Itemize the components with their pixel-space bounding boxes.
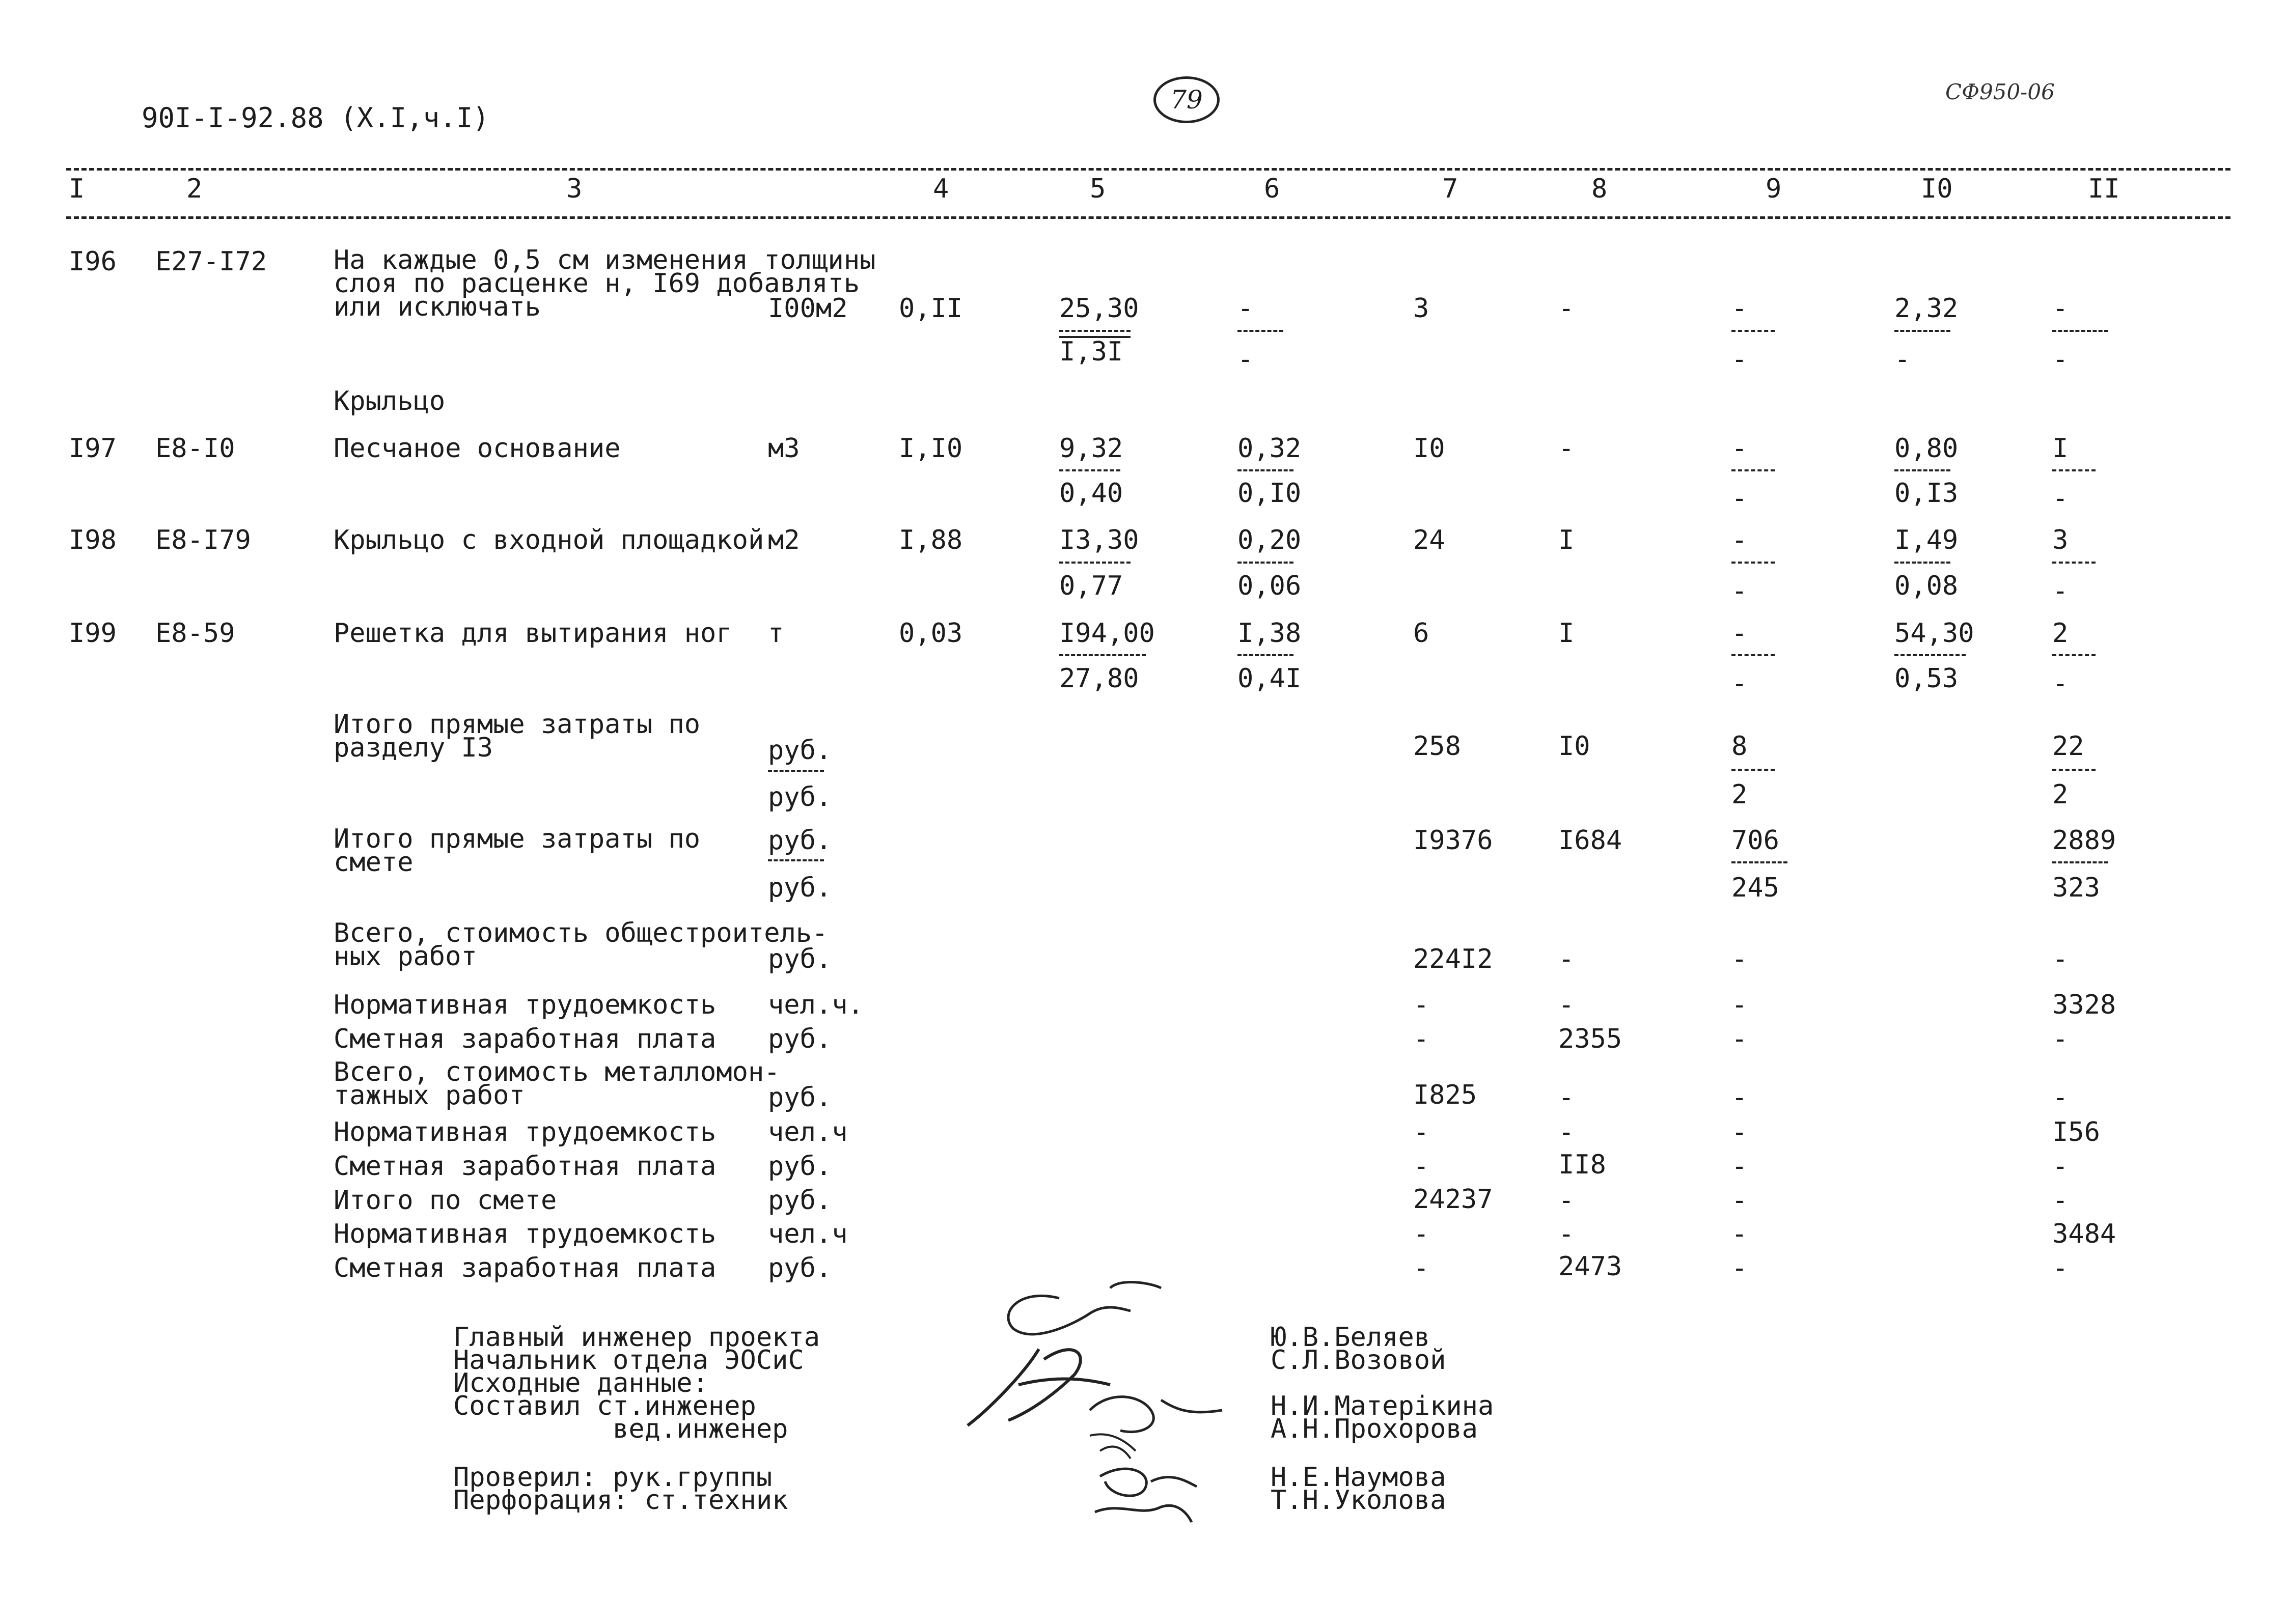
summary-c8: 2355 — [1558, 1024, 1622, 1054]
summary-unit: руб. — [768, 1082, 832, 1113]
summary-c8: - — [1558, 1219, 1575, 1249]
summary-unit: руб. — [768, 1024, 832, 1054]
summary-c11: - — [2052, 1185, 2069, 1216]
unit-cost-total: I94,00 — [1059, 618, 1155, 649]
fraction-separator — [1894, 330, 1950, 332]
work-name: На каждые 0,5 см изменения толщины слоя по расценке н, I69 добавлять или исключать — [334, 245, 876, 322]
unit: т — [768, 618, 784, 649]
summary-unit: руб. — [768, 1253, 832, 1283]
fraction-separator — [1731, 769, 1775, 771]
summary-c7: - — [1413, 1253, 1429, 1283]
labor-total: I — [2052, 433, 2069, 464]
unit: м3 — [768, 433, 800, 464]
check-roles: Проверил: рук.группы Перфорация: ст.техник — [453, 1462, 788, 1516]
summary-label: Нормативная трудоемкость — [334, 1219, 717, 1249]
summary-label: Всего, стоимость металломон- тажных работ — [334, 1057, 780, 1111]
col-header-3: 3 — [566, 174, 583, 204]
summary-label: Сметная заработная плата — [334, 1253, 717, 1283]
fraction-separator — [1059, 469, 1120, 471]
fraction-separator — [1731, 654, 1775, 656]
fraction-separator — [1237, 330, 1283, 332]
row-number: I97 — [69, 433, 117, 464]
header-bottom-rule — [66, 216, 2230, 219]
total-wage: - — [1558, 433, 1575, 464]
col-header-6: 6 — [1264, 174, 1280, 204]
labor-per-unit: 2,32 — [1894, 293, 1959, 324]
labor-per-unit: 0,80 — [1894, 433, 1959, 464]
rate-code: Е8-I0 — [155, 433, 235, 464]
machine-total: 706 — [1731, 825, 1779, 856]
machine-total-lower: 245 — [1731, 873, 1779, 903]
labor-total-machine: - — [2052, 344, 2069, 375]
machine-wage: 0,I0 — [1237, 478, 1302, 509]
machine-total-wage: - — [1731, 344, 1748, 375]
fraction-separator — [768, 859, 824, 861]
summary-c9: - — [1731, 1185, 1748, 1216]
machine-wage: - — [1237, 344, 1254, 375]
work-name: Решетка для вытирания ног — [334, 618, 732, 649]
summary-c8: - — [1558, 944, 1575, 974]
machine-cost: 0,20 — [1237, 525, 1302, 555]
signature-roles: Главный инженер проекта Начальник отдела ЭОСиС Исходные данные: Составил ст.инженер вед.инженер — [453, 1322, 820, 1444]
labor-total: 2 — [2052, 618, 2069, 649]
summary-c11: - — [2052, 1253, 2069, 1283]
summary-c11: - — [2052, 944, 2069, 974]
machine-total-wage: - — [1731, 668, 1748, 699]
fraction-separator — [2052, 469, 2096, 471]
summary-c7: - — [1413, 1024, 1429, 1054]
machine-total-lower: 2 — [1731, 779, 1748, 810]
labor-total: 3 — [2052, 525, 2069, 555]
summary-c11: 3484 — [2052, 1219, 2116, 1249]
machine-total: - — [1731, 433, 1748, 464]
summary-label: Сметная заработная плата — [334, 1151, 717, 1182]
unit: м2 — [768, 525, 800, 555]
total-cost: 258 — [1413, 731, 1461, 762]
summary-c8: - — [1558, 990, 1575, 1020]
unit-cost-wage: 27,80 — [1059, 663, 1139, 694]
unit-cost-wage: 0,40 — [1059, 478, 1123, 509]
check-names: Н.Е.Наумова Т.Н.Уколова — [1271, 1462, 1446, 1516]
total-cost: I0 — [1413, 433, 1445, 464]
machine-total-wage: - — [1731, 483, 1748, 514]
fraction-separator — [1731, 330, 1775, 332]
summary-unit: руб. — [768, 944, 832, 974]
header-top-rule — [66, 168, 2230, 171]
summary-c9: - — [1731, 1219, 1748, 1249]
summary-c7: 24237 — [1413, 1184, 1493, 1215]
summary-c11: 3328 — [2052, 990, 2116, 1020]
labor-per-unit-machine: - — [1894, 344, 1911, 375]
summary-c11: - — [2052, 1024, 2069, 1054]
fraction-separator — [2052, 330, 2108, 332]
summary-c7: - — [1413, 1151, 1429, 1182]
total-wage: - — [1558, 293, 1575, 324]
fraction-separator — [2052, 654, 2096, 656]
total-wage: I0 — [1558, 731, 1590, 762]
quantity: I,I0 — [899, 433, 963, 464]
fraction-separator — [1894, 562, 1950, 564]
fraction-separator — [2052, 769, 2096, 771]
machine-total: - — [1731, 293, 1748, 324]
unit-cost-total: I3,30 — [1059, 525, 1139, 555]
fraction-separator — [1731, 562, 1775, 564]
summary-c7: - — [1413, 990, 1429, 1020]
unit: I00м2 — [768, 293, 848, 324]
row-number: I96 — [69, 246, 117, 277]
row-number: I98 — [69, 525, 117, 555]
total-wage: I — [1558, 525, 1575, 555]
rate-code: Е8-I79 — [155, 525, 251, 555]
signature-names: Ю.В.Беляев С.Л.Возовой Н.И.Матерікина А.Н.Прохорова — [1271, 1322, 1494, 1444]
summary-c9: - — [1731, 1151, 1748, 1182]
fraction-separator — [768, 770, 824, 772]
unit-cost-wage: I,3I — [1059, 337, 1123, 367]
summary-c9: - — [1731, 1082, 1748, 1113]
document-code: 90I-I-92.88 (X.I,ч.I) — [142, 102, 489, 134]
summary-label: Нормативная трудоемкость — [334, 1117, 717, 1147]
labor-total-lower: 2 — [2052, 779, 2069, 810]
section-label: Крыльцо — [334, 386, 446, 416]
total-cost: 6 — [1413, 618, 1429, 649]
labor-total-lower: 323 — [2052, 873, 2100, 903]
fraction-separator — [1237, 562, 1293, 564]
summary-unit: чел.ч — [768, 1219, 848, 1249]
summary-c9: - — [1731, 1117, 1748, 1147]
summary-label: Сметная заработная плата — [334, 1024, 717, 1054]
labor-per-unit: I,49 — [1894, 525, 1959, 555]
total-unit: руб. — [768, 825, 832, 856]
row-number: I99 — [69, 618, 117, 649]
summary-c7: I825 — [1413, 1080, 1477, 1110]
quantity: I,88 — [899, 525, 963, 555]
machine-cost: I,38 — [1237, 618, 1302, 649]
summary-c8: - — [1558, 1082, 1575, 1113]
total-wage: I684 — [1558, 825, 1622, 856]
col-header-11: II — [2088, 174, 2120, 204]
quantity: 0,II — [899, 293, 963, 324]
labor-per-unit-machine: 0,53 — [1894, 663, 1959, 694]
col-header-4: 4 — [933, 174, 949, 204]
total-unit-lower: руб. — [768, 782, 832, 813]
total-unit-lower: руб. — [768, 873, 832, 903]
fraction-separator — [1894, 654, 1966, 656]
machine-cost: 0,32 — [1237, 433, 1302, 464]
summary-label: Нормативная трудоемкость — [334, 990, 717, 1020]
labor-total: - — [2052, 293, 2069, 324]
total-unit: руб. — [768, 735, 832, 766]
summary-c9: - — [1731, 1024, 1748, 1054]
quantity: 0,03 — [899, 618, 963, 649]
fraction-separator — [1059, 562, 1131, 564]
col-header-2: 2 — [186, 174, 203, 204]
fraction-separator — [2052, 861, 2108, 863]
summary-c9: - — [1731, 1253, 1748, 1283]
summary-c7: - — [1413, 1117, 1429, 1147]
summary-c9: - — [1731, 944, 1748, 974]
summary-label: Итого по смете — [334, 1185, 557, 1216]
archive-stamp: СФ950-06 — [1945, 79, 2055, 104]
summary-c11: I56 — [2052, 1117, 2100, 1147]
rate-code: Е8-59 — [155, 618, 235, 649]
summary-c8: II8 — [1558, 1150, 1606, 1180]
col-header-5: 5 — [1090, 174, 1106, 204]
summary-unit: чел.ч — [768, 1117, 848, 1147]
labor-per-unit-machine: 0,08 — [1894, 571, 1959, 601]
fraction-separator — [1894, 469, 1950, 471]
page-number — [1153, 76, 1220, 123]
fraction-separator — [1237, 469, 1293, 471]
labor-total: 22 — [2052, 731, 2084, 762]
machine-wage: 0,4I — [1237, 663, 1302, 694]
summary-c9: - — [1731, 990, 1748, 1020]
total-cost: I9376 — [1413, 825, 1493, 856]
work-name: Крыльцо с входной площадкой — [334, 525, 764, 555]
fraction-separator — [1237, 654, 1293, 656]
summary-c11: - — [2052, 1151, 2069, 1182]
summary-c8: 2473 — [1558, 1251, 1622, 1282]
summary-c7: 224I2 — [1413, 944, 1493, 974]
summary-c11: - — [2052, 1082, 2069, 1113]
unit-cost-wage: 0,77 — [1059, 571, 1123, 601]
summary-unit: чел.ч. — [768, 990, 864, 1020]
rate-code: Е27-I72 — [155, 246, 267, 277]
summary-c7: - — [1413, 1219, 1429, 1249]
summary-c8: - — [1558, 1117, 1575, 1147]
work-name: Песчаное основание — [334, 433, 621, 464]
total-cost: 24 — [1413, 525, 1445, 555]
fraction-separator — [2052, 562, 2096, 564]
summary-unit: руб. — [768, 1151, 832, 1182]
labor-per-unit: 54,30 — [1894, 618, 1974, 649]
fraction-separator — [1059, 654, 1146, 656]
labor-per-unit-machine: 0,I3 — [1894, 478, 1959, 509]
page-number-text: 79 — [1170, 85, 1203, 115]
unit-cost-total: 25,30 — [1059, 293, 1139, 324]
machine-wage: 0,06 — [1237, 571, 1302, 601]
machine-total: 8 — [1731, 731, 1748, 762]
labor-total: 2889 — [2052, 825, 2116, 856]
fraction-separator — [1731, 469, 1775, 471]
machine-total: - — [1731, 525, 1748, 555]
col-header-8: 8 — [1591, 174, 1608, 204]
machine-total: - — [1731, 618, 1748, 649]
machine-cost: - — [1237, 293, 1254, 324]
total-label: Итого прямые затраты по смете — [334, 824, 701, 878]
col-header-7: 7 — [1442, 174, 1458, 204]
total-label: Итого прямые затраты по разделу I3 — [334, 709, 701, 763]
labor-total-machine: - — [2052, 668, 2069, 699]
summary-label: Всего, стоимость общестроитель- ных работ — [334, 918, 828, 972]
summary-unit: руб. — [768, 1185, 832, 1216]
col-header-9: 9 — [1766, 174, 1782, 204]
unit-cost-total: 9,32 — [1059, 433, 1123, 464]
fraction-separator — [1731, 861, 1787, 863]
col-header-1: I — [69, 174, 85, 204]
handwritten-signatures — [957, 1257, 1263, 1553]
total-cost: 3 — [1413, 293, 1429, 324]
col-header-10: I0 — [1921, 174, 1953, 204]
fraction-underline — [1059, 336, 1131, 338]
machine-total-wage: - — [1731, 576, 1748, 606]
labor-total-machine: - — [2052, 483, 2069, 514]
summary-c8: - — [1558, 1185, 1575, 1216]
fraction-separator — [1059, 330, 1131, 332]
total-wage: I — [1558, 618, 1575, 649]
labor-total-machine: - — [2052, 576, 2069, 606]
